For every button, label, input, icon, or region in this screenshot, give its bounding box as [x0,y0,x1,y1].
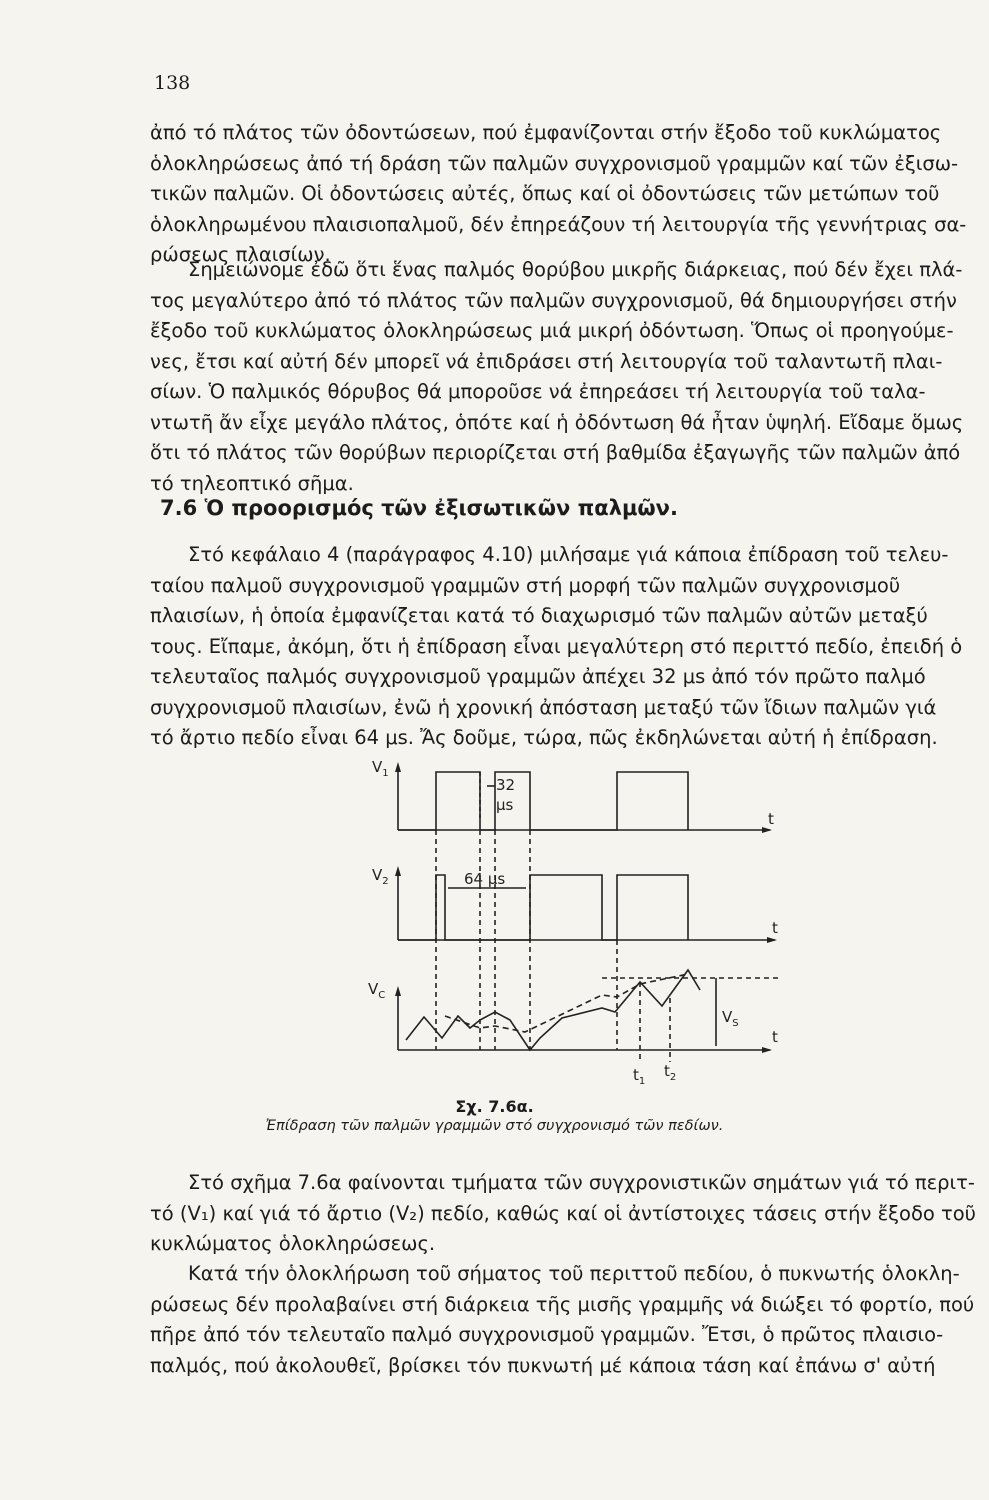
page-number: 138 [154,72,191,94]
text-line: ρώσεως δέν προλαβαίνει στή διάρκεια τῆς μισῆς γραμμῆς νά διώξει τό φορτίο, πού [150,1292,975,1316]
v1-axis-arrow [395,762,401,772]
text-line: σίων. Ὁ παλμικός θόρυβος θά μποροῦσε νά ἐπηρεάσει τή λειτουργία τοῦ ταλα- [150,380,926,403]
text-line: τελευταῖος παλμός συγχρονισμοῦ γραμμῶν ἀπέχει 32 μs ἀπό τόν πρῶτο παλμό [150,665,926,688]
paragraph-5 [150,1259,975,1381]
text-line: παλμός, πού ἀκολουθεῖ, βρίσκει τόν πυκνωτή μέ κάποια τάση καί ἐπάνω σ' αὐτή [150,1353,936,1377]
text-line: τό ἄρτιο πεδίο εἶναι 64 μs. Ἄς δοῦμε, τώρα, πῶς ἐκδηλώνεται αὐτή ἡ ἐπίδραση. [150,726,938,749]
t2-label: $t_2$ [664,1062,677,1083]
vs-label: $V_S$ [722,1008,739,1029]
vc-label: $V_C$ [368,980,386,1001]
v2-axis-arrow [395,866,401,876]
dim-32-label: 32 [496,776,516,794]
text-line: τος μεγαλύτερο ἀπό τό πλάτος τῶν παλμῶν συγχρονισμοῦ, θά δημιουργήσει στήν [150,288,957,312]
text-line: νες, ἔτσι καί αὐτή δέν μπορεῖ νά ἐπιδράσει στή λειτουργία τοῦ ταλαντωτῆ πλαι- [150,349,943,373]
text-line: ρώσεως πλαισίων. [150,243,331,266]
v1-t-label: t [768,810,774,828]
text-line: τους. Εἴπαμε, ἀκόμη, ὅτι ἡ ἐπίδραση εἶναι μεγαλύτερη στό περιττό πεδίο, ἐπειδή ὁ [150,634,963,658]
v1-label: $V_1$ [372,758,389,779]
vc-axis-arrow [395,986,401,996]
v2-label: $V_2$ [372,866,389,887]
sync-waveform-figure [340,750,820,1090]
text-line: Στό σχῆμα 7.6α φαίνονται τμήματα τῶν συγχρονιστικῶν σημάτων γιά τό περιτ- [188,1171,975,1194]
text-line: ὅτι τό πλάτος τῶν θορύβων περιορίζεται στή βαθμίδα ἐξαγωγῆς τῶν παλμῶν ἀπό [150,441,961,464]
text-line: Σημειώνομε ἐδῶ ὅτι ἕνας παλμός θορύβου μικρῆς διάρκειας, πού δέν ἔχει πλά- [188,258,963,281]
text-line: Κατά τήν ὁλοκλήρωση τοῦ σήματος τοῦ περιττοῦ πεδίου, ὁ πυκνωτής ὁλοκλη- [188,1262,960,1285]
text-line: τικῶν παλμῶν. Οἱ ὀδοντώσεις αὐτές, ὅπως καί οἱ ὀδοντώσεις τῶν μετώπων τοῦ [150,182,940,205]
text-line: ντωτῆ ἄν εἶχε μεγάλο πλάτος, ὁπότε καί ἡ ὀδόντωση θά ἦταν ὑψηλή. Εἴδαμε ὅμως [150,410,964,434]
figure-caption-text: Ἐπίδραση τῶν παλμῶν γραμμῶν στό συγχρονισμό τῶν πεδίων. [265,1118,724,1134]
text-line: Στό κεφάλαιο 4 (παράγραφος 4.10) μιλήσαμε γιά κάποια ἐπίδραση τοῦ τελευ- [188,543,949,566]
text-line: πῆρε ἀπό τόν τελευταῖο παλμό συγχρονισμοῦ γραμμῶν. Ἔτσι, ὁ πρῶτος πλαισιο- [150,1323,944,1346]
text-line: κυκλώματος ὁλοκληρώσεως. [150,1232,436,1255]
v2-waveform [398,875,688,940]
paragraph-2 [150,255,968,499]
vc-curve-even [445,974,688,1032]
figure-caption-number: Σχ. 7.6α. [455,1097,534,1116]
paragraph-1 [150,118,968,271]
text-line: ἀπό τό πλάτος τῶν ὀδοντώσεων, πού ἐμφανίζονται στήν ἔξοδο τοῦ κυκλώματος [150,121,942,144]
text-line: ταίου παλμοῦ συγχρονισμοῦ γραμμῶν στή μορφή τῶν παλμῶν συγχρονισμοῦ [150,573,901,597]
text-line: πλαισίων, ἡ ὁποία ἐμφανίζεται κατά τό διαχωρισμό τῶν παλμῶν αὐτῶν μεταξύ [150,604,928,627]
section-title: 7.6 Ὁ προορισμός τῶν ἐξισωτικῶν παλμῶν. [160,496,678,520]
dim-32-unit: μs [496,796,514,814]
t1-label: $t_1$ [633,1066,646,1087]
vc-curve-odd [406,970,700,1050]
paragraph-3 [150,540,968,754]
dim-64-label: 64 μs [464,870,506,888]
text-line: συγχρονισμοῦ πλαισίων, ἐνῶ ἡ χρονική ἀπόσταση μεταξύ τῶν ἴδιων παλμῶν γιά [150,695,937,719]
text-line: ὁλοκληρώσεως ἀπό τή δράση τῶν παλμῶν συγχρονισμοῦ γραμμῶν καί τῶν ἐξισω- [150,151,959,175]
text-line: ἔξοδο τοῦ κυκλώματος ὁλοκληρώσεως μιά μικρή ὀδόντωση. Ὅπως οἱ προηγούμε- [150,319,954,342]
v2-time-arrow [767,937,777,943]
v1-waveform [398,772,688,830]
v2-t-label: t [772,919,778,937]
text-line: τό τηλεοπτικό σῆμα. [150,471,354,495]
text-line: τό (V₁) καί γιά τό ἄρτιο (V₂) πεδίο, καθώς καί οἱ ἀντίστοιχες τάσεις στήν ἔξοδο τοῦ [150,1201,976,1225]
paragraph-4 [150,1168,976,1260]
vc-t-label: t [772,1028,778,1046]
vc-time-arrow [762,1047,772,1053]
text-line: ὁλοκληρωμένου πλαισιοπαλμοῦ, δέν ἐπηρεάζουν τή λειτουργία τῆς γεννήτριας σα- [150,212,967,236]
